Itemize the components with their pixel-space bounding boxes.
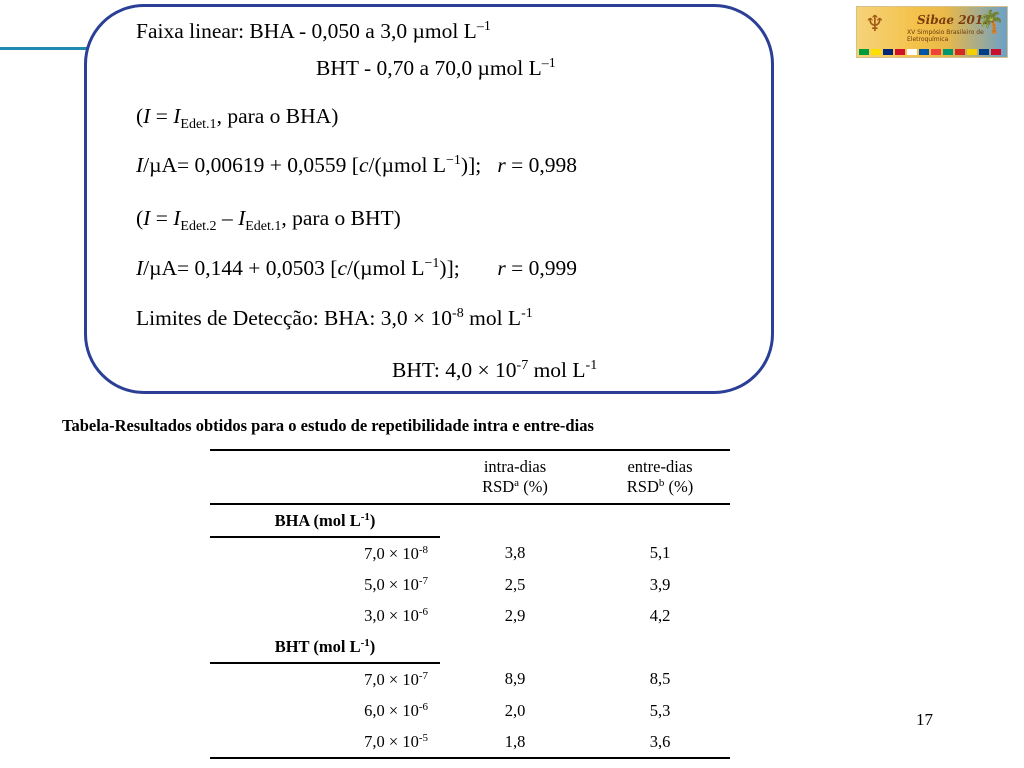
condition-bht: ($I = I_{Edet.2} - I_{Edet.1}$, para o BHT): [136, 206, 401, 234]
table-row: $6,0 \times 10^{-6}$ 2,0 5,3: [364, 700, 671, 720]
flag-icon: [943, 49, 953, 55]
table-caption: Tabela-Resultados obtidos para o estudo de repetibilidade intra e entre-dias: [62, 416, 594, 435]
table-header-row: [210, 450, 730, 504]
flag-icon: [991, 49, 1001, 55]
equation-bha: I/µA= 0,00619 + 0,0559 [c/(µmol $L^{-1}$)]; r = 0,998: [136, 153, 577, 177]
linear-range-bht: BHT - 0,70 a 70,0 µmol $L^{-1}$: [316, 56, 556, 80]
flag-icon: [895, 49, 905, 55]
flag-icon: [979, 49, 989, 55]
table-row: $7,0 \times 10^{-5}$ 1,8 3,6: [210, 726, 730, 758]
group-header-bht: BHT (mol $L^{-1}$): [210, 631, 730, 663]
palm-tree-icon: 🌴: [977, 9, 1005, 34]
equation-bht: I/µA= 0,144 + 0,0503 [c/(µmol $L^{-1}$)]; r = 0,999: [136, 256, 577, 280]
flag-icon: [955, 49, 965, 55]
flag-icon: [871, 49, 881, 55]
header-intra-dias: intra-dias RSD$^a$ (%): [440, 450, 590, 504]
condition-bha: ($I = I_{Edet.1}$, para o BHA): [136, 104, 339, 132]
logo-title: Sibae 2012: [917, 13, 992, 27]
detection-limit-bht: BHT: $4,0 \times 10^{-7}$ mol $L^{-1}$: [392, 358, 598, 382]
logo-subtitle: XV Simpósio Brasileiro de Eletroquímica: [907, 29, 984, 43]
page-number: 17: [916, 710, 933, 729]
flag-icon: [907, 49, 917, 55]
repeatability-table: [210, 449, 730, 759]
flag-icon: [883, 49, 893, 55]
flag-strip: [859, 49, 1001, 55]
flag-icon: [967, 49, 977, 55]
table-row: $3,0 \times 10^{-6}$ 2,9 4,2: [364, 605, 671, 625]
header-blank: [210, 450, 440, 504]
table-row: $7,0 \times 10^{-7}$ 8,9 8,5: [364, 669, 671, 689]
header-entre-dias: entre-dias RSD$^b$ (%): [590, 450, 730, 504]
flag-icon: [919, 49, 929, 55]
conference-logo: [856, 6, 1008, 58]
table-row: $7,0 \times 10^{-8}$ 3,8 5,1: [364, 543, 671, 563]
detection-limit-bha: Limites de Detecção: BHA: $3,0 \times 10^{-8}$ mol $L^{-1}$: [136, 306, 533, 330]
linear-range-bha: Faixa linear: BHA - 0,050 a 3,0 µmol $L^{-1}$: [136, 19, 491, 43]
logo-emblem-icon: ♆: [865, 11, 885, 36]
flag-icon: [859, 49, 869, 55]
flag-icon: [931, 49, 941, 55]
table-row: $5,0 \times 10^{-7}$ 2,5 3,9: [364, 574, 671, 594]
group-header-bha: BHA (mol $L^{-1}$): [210, 504, 730, 537]
